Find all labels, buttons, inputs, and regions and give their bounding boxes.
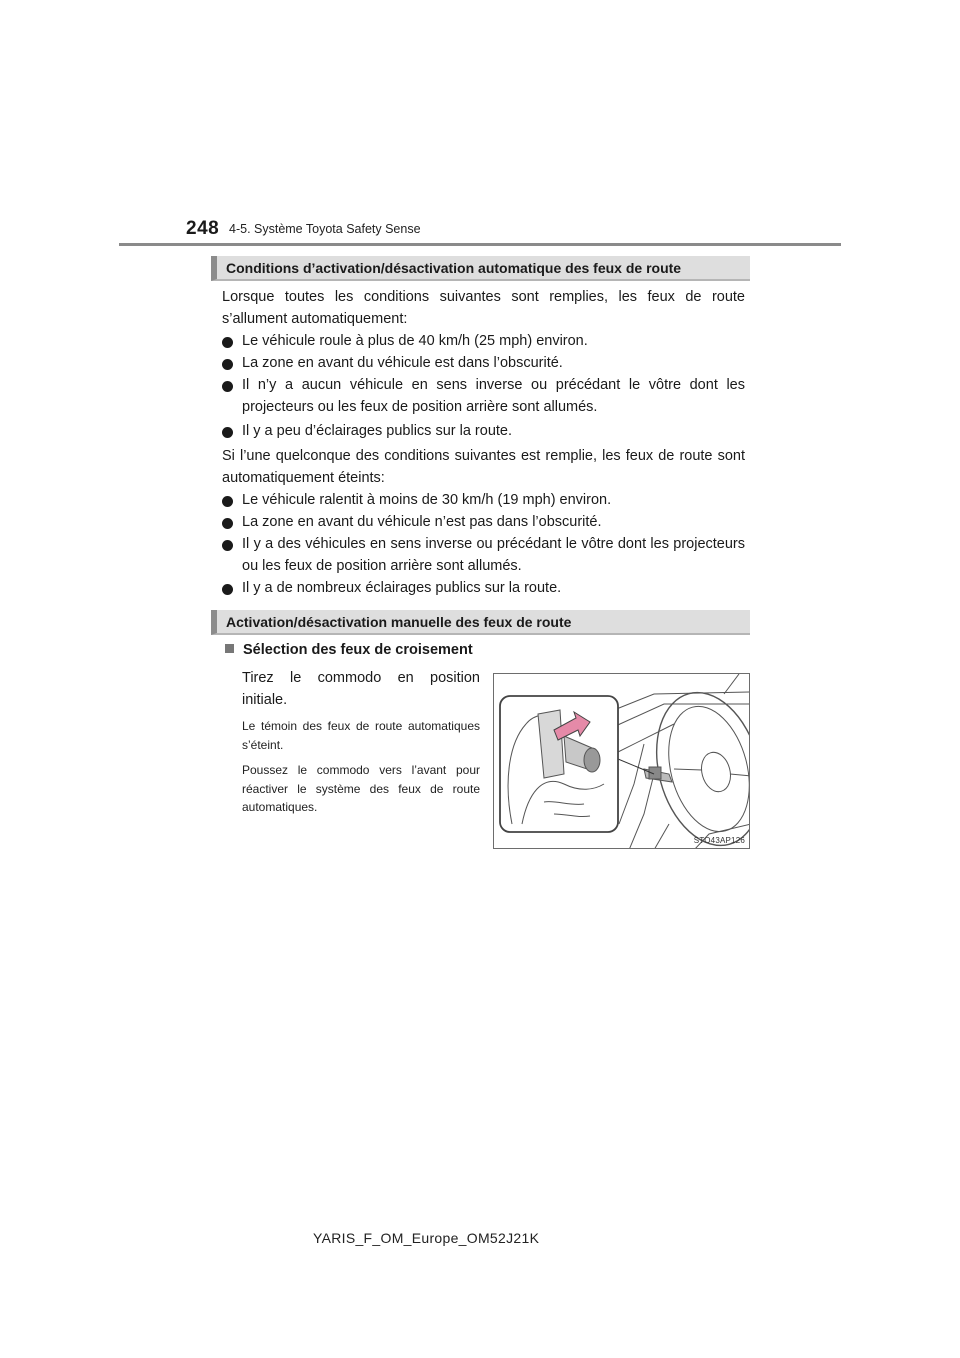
- bullet-item: [222, 331, 745, 353]
- header-rule: [119, 243, 841, 246]
- bullet-dot-icon: [222, 359, 233, 370]
- note-text: Le témoin des feux de route automatiques s’éteint.: [242, 719, 480, 752]
- bullet-text: Il y a peu d’éclairages publics sur la route.: [242, 423, 513, 439]
- lever-drawing: [494, 674, 750, 849]
- bullet-dot-icon: [222, 518, 233, 529]
- bullet-text: Il n’y a aucun véhicule en sens inverse ou précédant le vôtre dont les projecteurs ou les feux de position arrière sont allumés.: [242, 377, 745, 415]
- figure-code: STO43AP126: [693, 836, 745, 845]
- bullet-text: La zone en avant du véhicule n’est pas dans l’obscurité.: [242, 514, 602, 530]
- intro-on-paragraph: Lorsque toutes les conditions suivantes sont remplies, les feux de route s’allument automatiquement:: [222, 289, 745, 327]
- bullet-item: [222, 490, 745, 512]
- sub-heading-text: Sélection des feux de croisement: [243, 642, 473, 658]
- bullet-item: [222, 375, 745, 418]
- bullet-dot-icon: [222, 496, 233, 507]
- bullet-item: [222, 534, 745, 577]
- bullet-item: [222, 421, 745, 443]
- bullet-dot-icon: [222, 337, 233, 348]
- section-heading-manual: [211, 610, 750, 635]
- bullet-text: Il y a de nombreux éclairages publics sur la route.: [242, 580, 562, 596]
- section-heading-text: Conditions d’activation/désactivation automatique des feux de route: [226, 260, 682, 276]
- lever-illustration: [493, 673, 750, 849]
- page-number: 248: [186, 218, 220, 239]
- bullet-item: [222, 353, 745, 375]
- section-heading-auto-conditions: [211, 256, 750, 281]
- bullet-dot-icon: [222, 584, 233, 595]
- note-text: Poussez le commodo vers l’avant pour réactiver le système des feux de route automatiques.: [242, 763, 480, 814]
- intro-off-paragraph: Si l’une quelconque des conditions suivantes est remplie, les feux de route sont automatiquement éteints:: [222, 448, 745, 486]
- bullet-dot-icon: [222, 540, 233, 551]
- bullet-text: Il y a des véhicules en sens inverse ou précédant le vôtre dont les projecteurs ou les feux de position arrière sont allumés.: [242, 536, 745, 574]
- section-path: 4-5. Système Toyota Safety Sense: [229, 222, 421, 236]
- section-heading-text: Activation/désactivation manuelle des feux de route: [226, 614, 572, 630]
- bullet-dot-icon: [222, 381, 233, 392]
- bullet-item: [222, 512, 745, 534]
- footer-doc-id: YARIS_F_OM_Europe_OM52J21K: [313, 1230, 540, 1246]
- bullet-text: Le véhicule roule à plus de 40 km/h (25 mph) environ.: [242, 333, 588, 349]
- square-bullet-icon: [225, 644, 234, 653]
- bullet-text: La zone en avant du véhicule est dans l’obscurité.: [242, 355, 563, 371]
- bullet-dot-icon: [222, 427, 233, 438]
- instruction-text: Tirez le commodo en position initiale.: [242, 670, 480, 708]
- bullet-item: [222, 578, 745, 600]
- sub-heading-low-beam: [225, 642, 473, 658]
- bullet-text: Le véhicule ralentit à moins de 30 km/h (19 mph) environ.: [242, 492, 612, 508]
